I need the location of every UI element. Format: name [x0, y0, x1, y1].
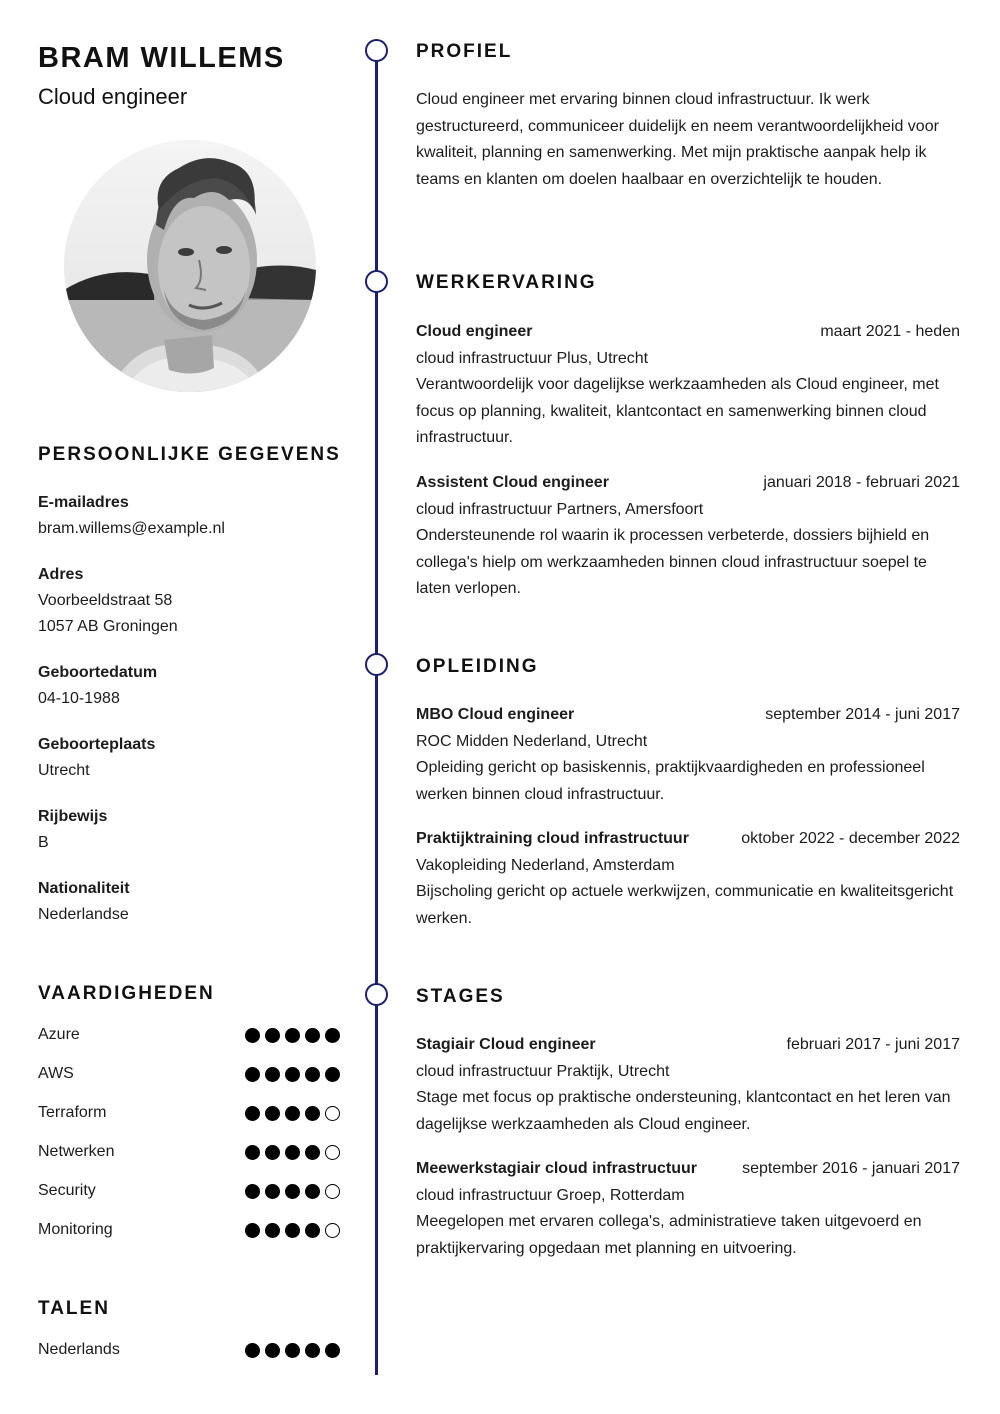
internship-entry [416, 1032, 960, 1138]
rating-dots [245, 1145, 340, 1160]
rating-name: Monitoring [38, 1221, 113, 1238]
birthplace-field [38, 732, 338, 784]
rating-dot-filled [305, 1343, 320, 1358]
rating-row [38, 1022, 340, 1048]
rating-dot-filled [305, 1145, 320, 1160]
rating-dots [245, 1067, 340, 1082]
profile-text: Cloud engineer met ervaring binnen cloud infrastructuur. Ik werk gestructureerd, communiceer duidelijk en neem verantwoordelijkheid voor kwaliteit, planning en samenwerking. Met mijn praktische aanpak help ik teams en klanten om doelen haalbaar en overzichtelijk te houden. [416, 91, 939, 188]
entry-date: februari 2017 - juni 2017 [786, 1036, 960, 1053]
birthdate-label: Geboortedatum [38, 664, 158, 681]
experience-section-title: WERKERVARING [416, 272, 597, 293]
license-field [38, 804, 338, 856]
cv-name: BRAM WILLEMS [38, 42, 285, 74]
rating-name: Netwerken [38, 1143, 115, 1160]
birthplace-value: Utrecht [38, 762, 90, 779]
timeline-line [375, 50, 378, 1375]
cv-role: Cloud engineer [38, 84, 188, 109]
entry-org: cloud infrastructuur Praktijk, Utrecht [416, 1062, 670, 1080]
rating-dot-empty [325, 1106, 340, 1121]
rating-dot-empty [325, 1223, 340, 1238]
entry-org: cloud infrastructuur Plus, Utrecht [416, 349, 649, 367]
rating-row [38, 1100, 340, 1126]
skills-section-title: VAARDIGHEDEN [38, 983, 215, 1004]
rating-name: AWS [38, 1065, 74, 1082]
rating-name: Azure [38, 1026, 80, 1043]
entry-date: maart 2021 - heden [820, 323, 960, 340]
timeline-node-internships [365, 983, 388, 1006]
rating-dot-filled [305, 1184, 320, 1199]
entry-title: Assistent Cloud engineer [416, 474, 609, 491]
address-city: 1057 AB Groningen [38, 618, 178, 635]
rating-dot-filled [265, 1067, 280, 1082]
entry-title: Praktijktraining cloud infrastructuur [416, 830, 689, 847]
address-field [38, 562, 338, 640]
rating-dot-filled [325, 1028, 340, 1043]
rating-row [38, 1217, 340, 1243]
rating-dot-filled [285, 1106, 300, 1121]
education-section-title: OPLEIDING [416, 656, 539, 677]
entry-date: september 2014 - juni 2017 [765, 706, 960, 723]
rating-dot-filled [245, 1145, 260, 1160]
rating-dot-filled [305, 1067, 320, 1082]
address-street: Voorbeeldstraat 58 [38, 592, 173, 609]
nationality-value: Nederlandse [38, 906, 129, 923]
nationality-label: Nationaliteit [38, 880, 130, 897]
rating-dot-filled [245, 1067, 260, 1082]
entry-org: Vakopleiding Nederland, Amsterdam [416, 856, 675, 874]
rating-dot-filled [265, 1184, 280, 1199]
entry-title: Meewerkstagiair cloud infrastructuur [416, 1160, 697, 1177]
entry-org: cloud infrastructuur Partners, Amersfoort [416, 500, 704, 518]
rating-dot-filled [265, 1106, 280, 1121]
education-entry [416, 826, 960, 932]
rating-dot-filled [325, 1067, 340, 1082]
rating-dot-filled [325, 1343, 340, 1358]
entry-title: Cloud engineer [416, 323, 533, 340]
rating-row [38, 1178, 340, 1204]
education-entry [416, 702, 960, 808]
rating-row [38, 1061, 340, 1087]
rating-dot-empty [325, 1184, 340, 1199]
nationality-field [38, 876, 338, 928]
rating-dot-filled [245, 1223, 260, 1238]
birthdate-field [38, 660, 338, 712]
rating-name: Security [38, 1182, 96, 1199]
entry-description: Stage met focus op praktische ondersteuning, klantcontact en het leren van dagelijkse werkzaamheden als Cloud engineer. [416, 1089, 951, 1133]
rating-dot-filled [285, 1145, 300, 1160]
rating-dot-empty [325, 1145, 340, 1160]
license-value: B [38, 834, 49, 851]
experience-entry [416, 470, 960, 603]
rating-dot-filled [285, 1067, 300, 1082]
timeline-node-experience [365, 270, 388, 293]
rating-dots [245, 1106, 340, 1121]
rating-dot-filled [285, 1223, 300, 1238]
entry-description: Ondersteunende rol waarin ik processen verbeterde, dossiers bijhield en collega's hielp om werkzaamheden binnen cloud infrastructuur soepel te laten verlopen. [416, 527, 930, 597]
entry-description: Verantwoordelijk voor dagelijkse werkzaamheden als Cloud engineer, met focus op planning, kwaliteit, klantcontact en samenwerking binnen cloud infrastructuur. [416, 376, 939, 446]
address-label: Adres [38, 566, 84, 583]
rating-dot-filled [245, 1343, 260, 1358]
entry-description: Bijscholing gericht op actuele werkwijzen, communicatie en kwaliteitsgericht werken. [416, 883, 954, 927]
languages-section-title: TALEN [38, 1298, 110, 1319]
profile-photo [64, 140, 316, 392]
experience-entry [416, 319, 960, 452]
license-label: Rijbewijs [38, 808, 108, 825]
email-label: E-mailadres [38, 494, 129, 511]
email-value: bram.willems@example.nl [38, 520, 225, 537]
rating-name: Nederlands [38, 1341, 120, 1358]
entry-date: oktober 2022 - december 2022 [741, 830, 960, 847]
entry-org: cloud infrastructuur Groep, Rotterdam [416, 1186, 685, 1204]
rating-row [38, 1337, 340, 1363]
timeline-node-profile [365, 39, 388, 62]
timeline-node-education [365, 653, 388, 676]
entry-org: ROC Midden Nederland, Utrecht [416, 732, 648, 750]
entry-description: Meegelopen met ervaren collega's, administratieve taken uitgevoerd en praktijkervaring opgedaan met planning en uitvoering. [416, 1213, 922, 1257]
rating-dot-filled [285, 1028, 300, 1043]
birthdate-value: 04-10-1988 [38, 690, 120, 707]
rating-dot-filled [265, 1145, 280, 1160]
rating-dot-filled [245, 1028, 260, 1043]
internships-section-title: STAGES [416, 986, 505, 1007]
rating-dots [245, 1028, 340, 1043]
birthplace-label: Geboorteplaats [38, 736, 156, 753]
rating-dot-filled [265, 1223, 280, 1238]
rating-dot-filled [305, 1223, 320, 1238]
entry-title: Stagiair Cloud engineer [416, 1036, 596, 1053]
rating-dot-filled [285, 1343, 300, 1358]
entry-description: Opleiding gericht op basiskennis, praktijkvaardigheden en professioneel werken binnen cloud infrastructuur. [416, 759, 925, 803]
rating-dot-filled [305, 1028, 320, 1043]
email-field [38, 490, 338, 542]
rating-name: Terraform [38, 1104, 107, 1121]
rating-dots [245, 1223, 340, 1238]
entry-date: januari 2018 - februari 2021 [763, 474, 960, 491]
rating-dot-filled [245, 1106, 260, 1121]
rating-row [38, 1139, 340, 1165]
rating-dot-filled [265, 1343, 280, 1358]
rating-dot-filled [305, 1106, 320, 1121]
rating-dot-filled [245, 1184, 260, 1199]
profile-section-title: PROFIEL [416, 41, 513, 62]
internship-entry [416, 1156, 960, 1262]
entry-date: september 2016 - januari 2017 [742, 1160, 960, 1177]
personal-section-title: PERSOONLIJKE GEGEVENS [38, 444, 341, 465]
rating-dot-filled [285, 1184, 300, 1199]
rating-dot-filled [265, 1028, 280, 1043]
rating-dots [245, 1343, 340, 1358]
rating-dots [245, 1184, 340, 1199]
entry-title: MBO Cloud engineer [416, 706, 575, 723]
